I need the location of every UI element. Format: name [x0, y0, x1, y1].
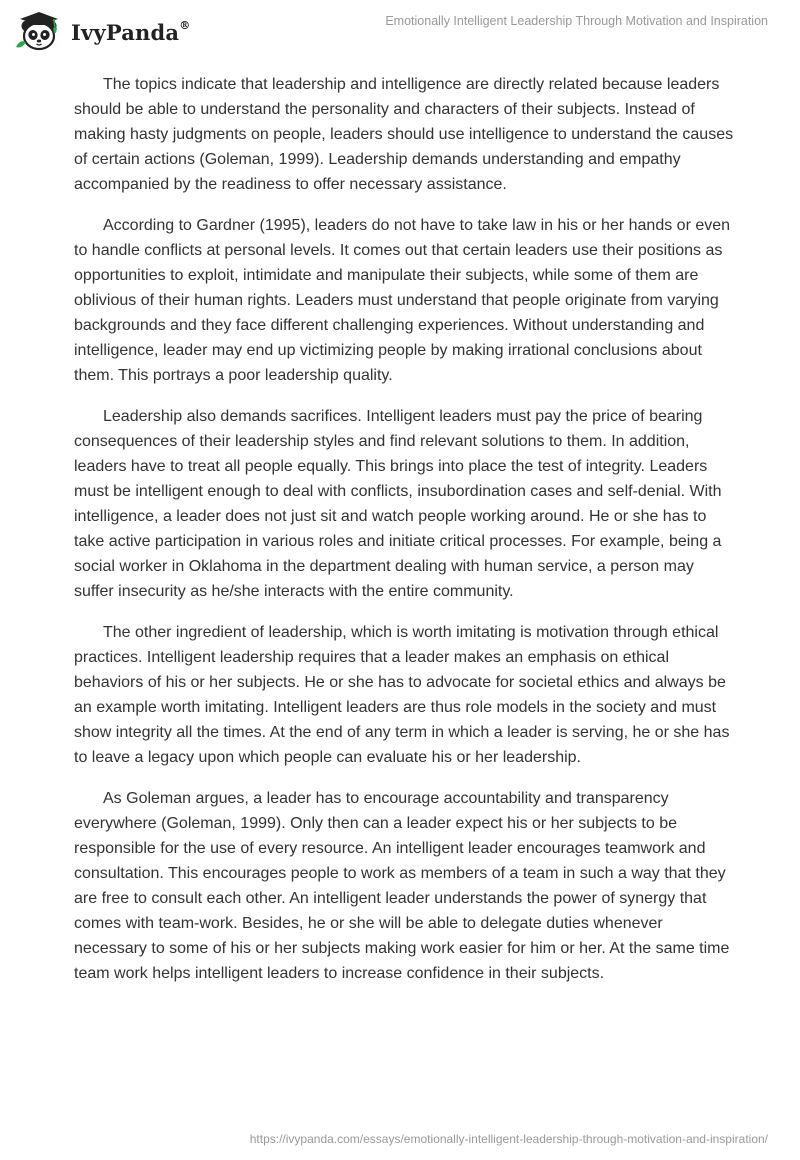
essay-paragraph-2: According to Gardner (1995), leaders do not have to take law in his or her hands or even to handle conflicts at personal levels. It comes out that certain leaders use their positions as opportunities to exploit, intimidate and manipulate their subjects, while some of them are oblivious of their human rights. Leaders must understand that people originate from varying backgrounds and they face different challenging experiences. Without understanding and intelligence, leader may end up victimizing people by making irrational conclusions about them. This portrays a poor leadership quality. — [74, 217, 731, 384]
essay-paragraph-1: The topics indicate that leadership and intelligence are directly related because leaders should be able to understand the personality and characters of their subjects. Instead of making hasty judgments on people, leaders should use intelligence to understand the causes of certain actions (Goleman, 1999). Leadership demands understanding and empathy accompanied by the readiness to offer necessary assistance. — [74, 76, 734, 193]
logo-wordmark: IvyPanda® — [71, 18, 191, 45]
ivypanda-logo[interactable] — [14, 9, 190, 53]
essay-paragraph-3: Leadership also demands sacrifices. Intelligent leaders must pay the price of bearing consequences of their leadership styles and find relevant solutions to them. In addition, leaders have to treat all people equally. This brings into place the test of integrity. Leaders must be intelligent enough to deal with conflicts, insubordination cases and self-denial. With intelligence, a leader does not just sit and watch people working around. He or she has to take active participation in various roles and initiate critical processes. For example, being a social worker in Oklahoma in the department dealing with human service, a person may suffer insecurity as he/she interacts with the entire community. — [74, 408, 722, 600]
essay-paragraph-5: As Goleman argues, a leader has to encourage accountability and transparency everywhere (Goleman, 1999). Only then can a leader expect his or her subjects to be responsible for the use of every resource. An intelligent leader encourages teamwork and consultation. This encourages people to work as members of a team in such a way that they are free to consult each other. An intelligent leader understands the power of synergy that comes with team-work. Besides, he or she will be able to delegate duties whenever necessary to some of his or her subjects making work easier for him or her. At the same time team work helps intelligent leaders to increase confidence in their subjects. — [74, 790, 730, 982]
source-url[interactable]: https://ivypanda.com/essays/emotionally-intelligent-leadership-through-motivation-and-inspiration/ — [249, 1132, 768, 1146]
page-header — [0, 0, 800, 60]
document-title: Emotionally Intelligent Leadership Through Motivation and Inspiration — [385, 14, 768, 28]
essay-paragraph-4: The other ingredient of leadership, which is worth imitating is motivation through ethical practices. Intelligent leadership requires that a leader makes an emphasis on ethical behaviors of his or her subjects. He or she has to advocate for societal ethics and always be an example worth imitating. Intelligent leaders are thus role models in the society and must show integrity all the times. At the end of any term in which a leader is serving, he or she has to leave a legacy upon which people can evaluate his or her leadership. — [74, 624, 730, 766]
panda-graduate-icon — [14, 9, 66, 53]
registered-mark: ® — [179, 18, 191, 32]
essay-body — [74, 72, 734, 1002]
